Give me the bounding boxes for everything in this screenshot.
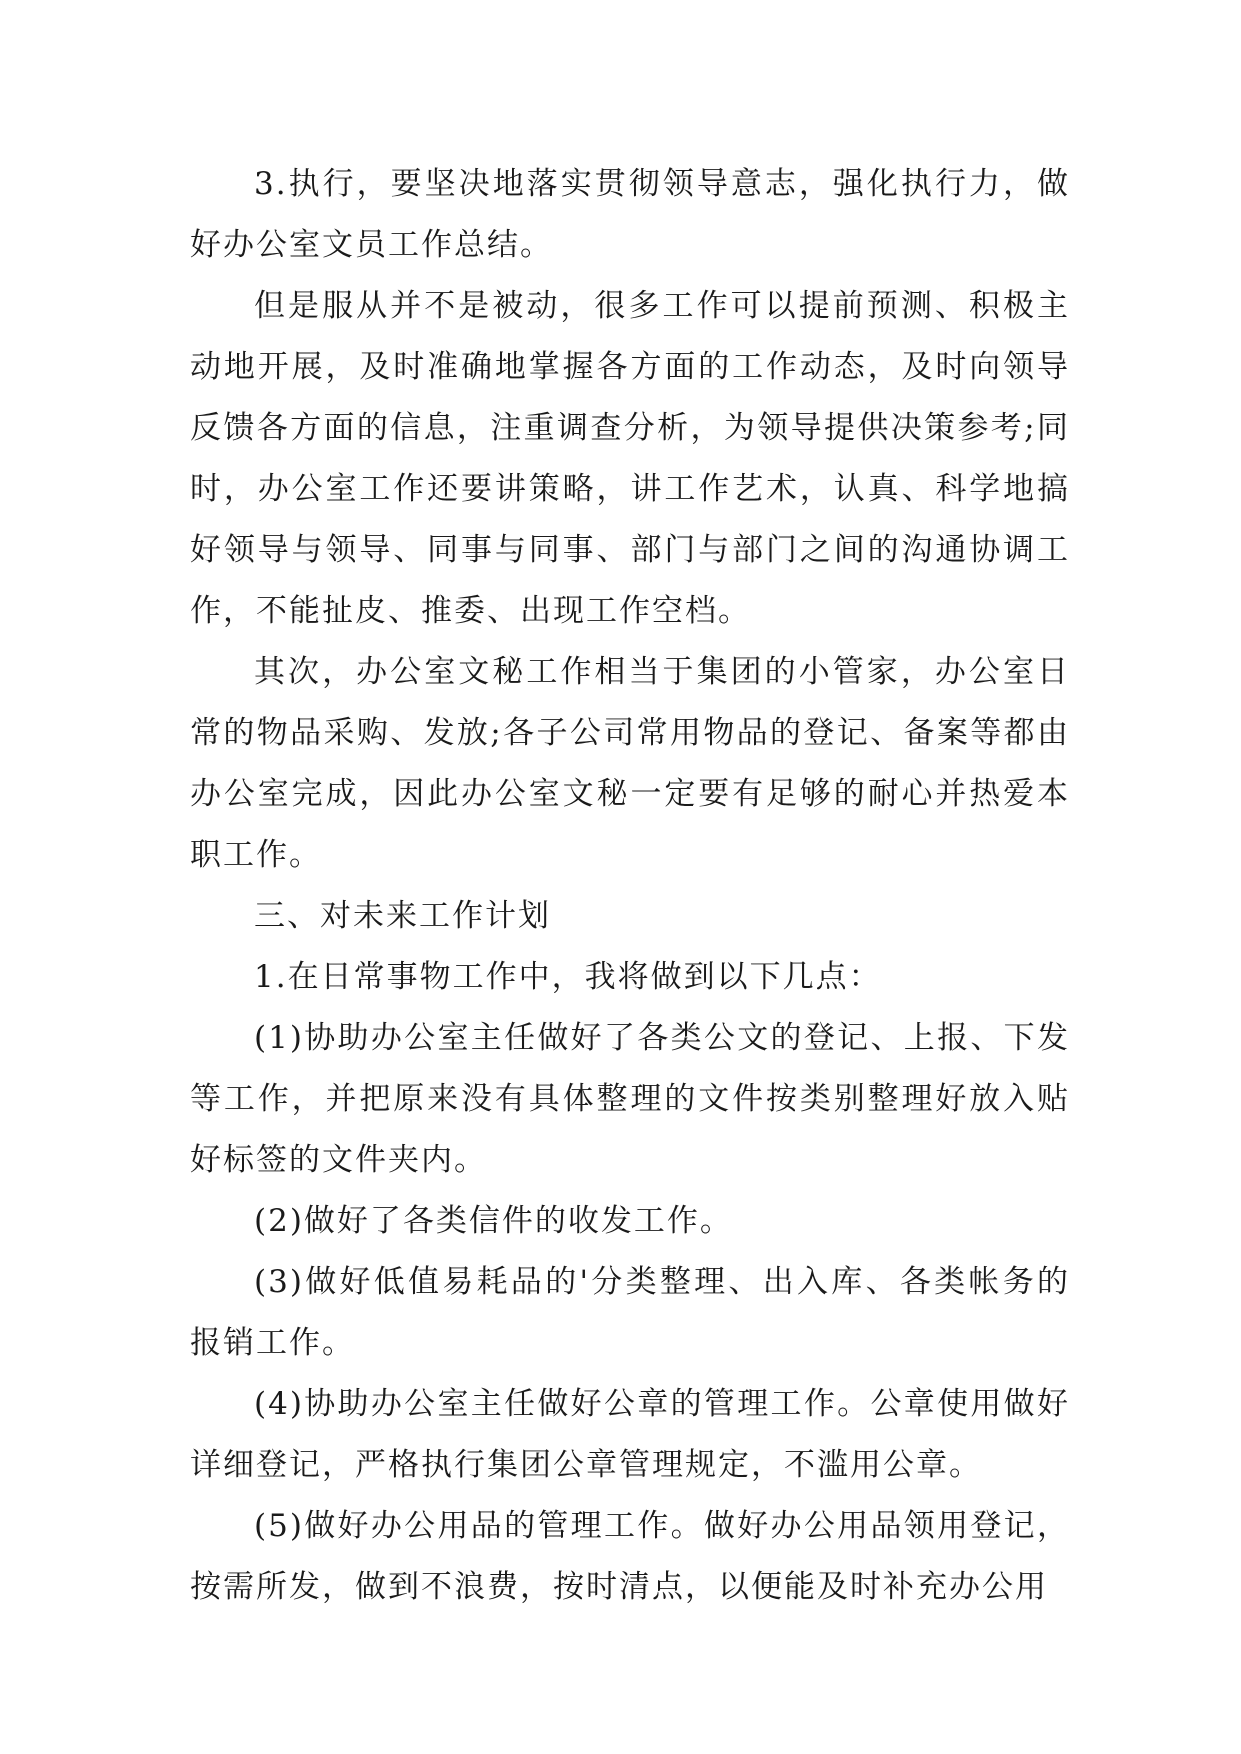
- list-item-1: (1)协助办公室主任做好了各类公文的登记、上报、下发等工作，并把原来没有具体整理的文件按类别整理好放入贴好标签的文件夹内。: [190, 1020, 1070, 1178]
- list-item-5: (5)做好办公用品的管理工作。做好办公用品领用登记，按需所发，做到不浪费，按时清点，以便能及时补充办公用: [190, 1508, 1070, 1605]
- list-item-2: (2)做好了各类信件的收发工作。: [254, 1203, 733, 1239]
- paragraph-office-steward: 其次，办公室文秘工作相当于集团的小管家，办公室日常的物品采购、发放;各子公司常用物品的登记、备案等都由办公室完成，因此办公室文秘一定要有足够的耐心并热爱本职工作。: [190, 654, 1070, 873]
- paragraph-execution: 3.执行，要坚决地落实贯彻领导意志，强化执行力，做好办公室文员工作总结。: [190, 166, 1070, 263]
- paragraph-daily-affairs: 1.在日常事物工作中，我将做到以下几点：: [254, 959, 882, 995]
- list-item-3: (3)做好低值易耗品的'分类整理、出入库、各类帐务的报销工作。: [190, 1264, 1070, 1361]
- section-heading-future-plan: 三、对未来工作计划: [254, 898, 551, 934]
- list-item-4: (4)协助办公室主任做好公章的管理工作。公章使用做好详细登记，严格执行集团公章管理规定，不滥用公章。: [190, 1386, 1070, 1483]
- document-body: [190, 154, 1070, 1618]
- paragraph-obedience: 但是服从并不是被动，很多工作可以提前预测、积极主动地开展，及时准确地掌握各方面的工作动态，及时向领导反馈各方面的信息，注重调查分析，为领导提供决策参考;同时，办公室工作还要讲策略，讲工作艺术，认真、科学地搞好领导与领导、同事与同事、部门与部门之间的沟通协调工作，不能扯皮、推委、出现工作空档。: [190, 288, 1070, 629]
